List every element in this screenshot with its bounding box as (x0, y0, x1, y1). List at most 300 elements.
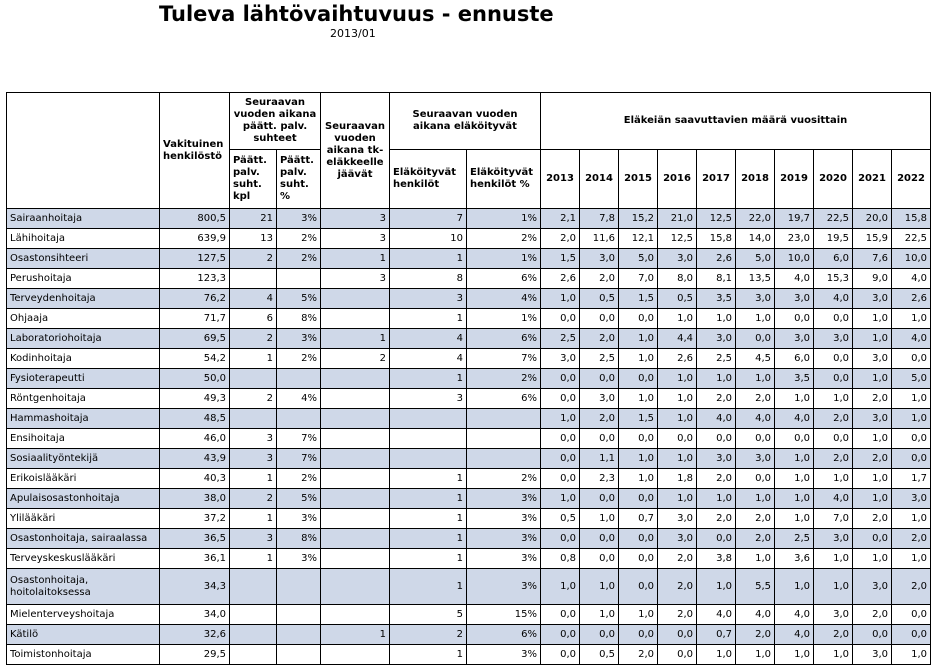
row-year-cell: 0,7 (619, 509, 658, 529)
row-year-cell: 19,7 (775, 209, 814, 229)
row-year-cell: 3,0 (697, 329, 736, 349)
row-year-cell: 2,0 (814, 449, 853, 469)
row-year-cell: 3,0 (580, 249, 619, 269)
row-year-cell: 3,0 (658, 529, 697, 549)
row-occupation-cell: Ensihoitaja (7, 429, 160, 449)
table-row (7, 605, 931, 625)
row-year-cell: 14,0 (736, 229, 775, 249)
row-year-cell: 20,0 (853, 209, 892, 229)
row-retire-pct-cell: 3% (467, 549, 541, 569)
row-year-cell: 3,0 (814, 329, 853, 349)
row-retire-pct-cell: 6% (467, 389, 541, 409)
row-retire-count-cell (390, 409, 467, 429)
table-body (7, 209, 931, 665)
row-retire-pct-cell: 6% (467, 269, 541, 289)
row-year-cell: 1,0 (658, 489, 697, 509)
row-occupation-cell: Laboratoriohoitaja (7, 329, 160, 349)
row-year-cell: 4,0 (736, 605, 775, 625)
table-row (7, 369, 931, 389)
row-year-cell: 5,0 (892, 369, 931, 389)
row-year-cell: 4,0 (697, 409, 736, 429)
row-year-cell: 22,0 (736, 209, 775, 229)
row-staff-cell: 34,0 (160, 605, 230, 625)
row-year-cell: 3,0 (736, 449, 775, 469)
row-year-cell: 1,5 (619, 409, 658, 429)
row-year-cell: 0,8 (541, 549, 580, 569)
header-year: 2013 (541, 150, 580, 209)
row-year-cell: 3,6 (775, 549, 814, 569)
row-year-cell: 1,0 (541, 569, 580, 605)
row-year-cell: 0,0 (619, 309, 658, 329)
header-year: 2022 (892, 150, 931, 209)
row-ended-count-cell: 4 (230, 289, 277, 309)
row-year-cell: 1,0 (775, 645, 814, 665)
row-staff-cell: 48,5 (160, 409, 230, 429)
row-year-cell: 12,5 (658, 229, 697, 249)
row-year-cell: 1,0 (658, 369, 697, 389)
row-occupation-cell: Terveydenhoitaja (7, 289, 160, 309)
row-occupation-cell: Apulaisosastonhoitaja (7, 489, 160, 509)
row-year-cell: 15,2 (619, 209, 658, 229)
row-retire-count-cell: 1 (390, 645, 467, 665)
row-year-cell: 0,5 (541, 509, 580, 529)
row-retire-pct-cell: 3% (467, 489, 541, 509)
row-retire-pct-cell: 3% (467, 645, 541, 665)
row-occupation-cell: Perushoitaja (7, 269, 160, 289)
row-occupation-cell: Toimistonhoitaja (7, 645, 160, 665)
row-year-cell: 1,0 (814, 569, 853, 605)
row-year-cell: 2,6 (892, 289, 931, 309)
row-ended-pct-cell: 3% (277, 509, 321, 529)
row-disability-cell: 1 (321, 249, 390, 269)
row-occupation-cell: Kätilö (7, 625, 160, 645)
row-year-cell: 5,0 (619, 249, 658, 269)
row-year-cell: 2,0 (892, 569, 931, 605)
row-ended-pct-cell: 7% (277, 429, 321, 449)
row-retire-count-cell: 4 (390, 349, 467, 369)
row-year-cell: 1,0 (775, 469, 814, 489)
row-year-cell: 0,0 (658, 429, 697, 449)
row-year-cell: 2,6 (541, 269, 580, 289)
row-year-cell: 22,5 (814, 209, 853, 229)
row-staff-cell: 76,2 (160, 289, 230, 309)
row-occupation-cell: Sosiaalityöntekijä (7, 449, 160, 469)
row-year-cell: 5,5 (736, 569, 775, 605)
row-year-cell: 6,0 (814, 249, 853, 269)
row-ended-pct-cell (277, 605, 321, 625)
row-disability-cell (321, 489, 390, 509)
row-year-cell: 2,0 (658, 569, 697, 605)
row-year-cell: 1,0 (814, 549, 853, 569)
row-year-cell: 1,0 (658, 309, 697, 329)
row-ended-count-cell (230, 569, 277, 605)
table-row (7, 625, 931, 645)
row-retire-pct-cell: 3% (467, 509, 541, 529)
row-ended-count-cell (230, 625, 277, 645)
row-year-cell: 1,0 (580, 569, 619, 605)
row-ended-count-cell: 1 (230, 509, 277, 529)
row-occupation-cell: Kodinhoitaja (7, 349, 160, 369)
row-year-cell: 0,5 (580, 645, 619, 665)
header-year: 2020 (814, 150, 853, 209)
row-ended-count-cell: 3 (230, 449, 277, 469)
row-year-cell: 1,0 (853, 329, 892, 349)
report-period: 2013/01 (330, 27, 376, 40)
row-year-cell: 1,0 (853, 369, 892, 389)
header-pension-group: Eläkeiän saavuttavien määrä vuosittain (541, 93, 931, 150)
row-ended-count-cell: 2 (230, 389, 277, 409)
header-year: 2019 (775, 150, 814, 209)
row-year-cell: 1,0 (814, 645, 853, 665)
row-year-cell: 3,0 (775, 329, 814, 349)
row-ended-pct-cell: 8% (277, 309, 321, 329)
row-year-cell: 0,0 (580, 489, 619, 509)
row-year-cell: 3,0 (853, 645, 892, 665)
table-row (7, 449, 931, 469)
row-year-cell: 4,0 (775, 625, 814, 645)
row-year-cell: 0,0 (892, 625, 931, 645)
header-year: 2014 (580, 150, 619, 209)
row-year-cell: 2,0 (853, 389, 892, 409)
row-ended-count-cell (230, 605, 277, 625)
row-retire-count-cell: 7 (390, 209, 467, 229)
row-staff-cell: 71,7 (160, 309, 230, 329)
row-retire-pct-cell (467, 449, 541, 469)
row-year-cell: 0,0 (619, 569, 658, 605)
row-retire-count-cell: 1 (390, 529, 467, 549)
row-ended-pct-cell: 8% (277, 529, 321, 549)
row-year-cell: 0,0 (892, 349, 931, 369)
row-year-cell: 3,0 (658, 249, 697, 269)
row-ended-count-cell: 2 (230, 489, 277, 509)
row-occupation-cell: Osastonhoitaja, hoitolaitoksessa (7, 569, 160, 605)
row-year-cell: 3,0 (814, 529, 853, 549)
row-year-cell: 3,0 (541, 349, 580, 369)
row-disability-cell (321, 409, 390, 429)
row-disability-cell: 3 (321, 229, 390, 249)
row-year-cell: 4,0 (775, 605, 814, 625)
table-row (7, 209, 931, 229)
row-year-cell: 2,0 (853, 605, 892, 625)
row-ended-count-cell: 3 (230, 429, 277, 449)
row-year-cell: 0,0 (697, 429, 736, 449)
header-year: 2015 (619, 150, 658, 209)
row-year-cell: 2,0 (814, 625, 853, 645)
row-year-cell: 0,0 (541, 605, 580, 625)
row-year-cell: 1,5 (619, 289, 658, 309)
table-row (7, 329, 931, 349)
row-retire-count-cell: 10 (390, 229, 467, 249)
row-staff-cell: 127,5 (160, 249, 230, 269)
row-year-cell: 0,0 (619, 429, 658, 449)
row-year-cell: 7,8 (580, 209, 619, 229)
row-retire-pct-cell: 4% (467, 289, 541, 309)
row-year-cell: 0,0 (892, 449, 931, 469)
row-year-cell: 2,0 (814, 409, 853, 429)
row-year-cell: 22,5 (892, 229, 931, 249)
row-year-cell: 10,0 (892, 249, 931, 269)
row-year-cell: 7,0 (814, 509, 853, 529)
row-retire-count-cell (390, 449, 467, 469)
row-year-cell: 2,0 (736, 509, 775, 529)
row-year-cell: 9,0 (853, 269, 892, 289)
table-row (7, 509, 931, 529)
row-ended-pct-cell: 3% (277, 329, 321, 349)
header-staff: Vakituinen henkilöstö (160, 93, 230, 209)
row-year-cell: 3,8 (697, 549, 736, 569)
row-retire-count-cell: 1 (390, 469, 467, 489)
row-year-cell: 1,0 (697, 569, 736, 605)
table-row (7, 229, 931, 249)
row-year-cell: 0,0 (541, 369, 580, 389)
row-occupation-cell: Osastonsihteeri (7, 249, 160, 269)
row-year-cell: 1,0 (892, 389, 931, 409)
header-retire-group: Seuraavan vuoden aikana eläköityvät (390, 93, 541, 150)
table-row (7, 289, 931, 309)
row-year-cell: 0,0 (814, 349, 853, 369)
row-year-cell: 3,0 (853, 349, 892, 369)
row-year-cell: 2,0 (580, 329, 619, 349)
row-year-cell: 2,5 (580, 349, 619, 369)
row-ended-pct-cell: 2% (277, 469, 321, 489)
row-year-cell: 0,0 (619, 489, 658, 509)
row-ended-pct-cell: 2% (277, 249, 321, 269)
header-year: 2016 (658, 150, 697, 209)
row-year-cell: 8,1 (697, 269, 736, 289)
row-year-cell: 2,0 (853, 449, 892, 469)
row-year-cell: 0,0 (892, 605, 931, 625)
row-year-cell: 1,0 (736, 549, 775, 569)
row-year-cell: 0,0 (541, 429, 580, 449)
row-disability-cell (321, 389, 390, 409)
row-staff-cell: 36,1 (160, 549, 230, 569)
row-retire-pct-cell: 6% (467, 625, 541, 645)
row-occupation-cell: Ylilääkäri (7, 509, 160, 529)
row-staff-cell: 639,9 (160, 229, 230, 249)
row-year-cell: 3,5 (697, 289, 736, 309)
row-retire-count-cell: 2 (390, 625, 467, 645)
row-ended-pct-cell: 5% (277, 289, 321, 309)
row-ended-pct-cell: 4% (277, 389, 321, 409)
row-year-cell: 1,0 (814, 469, 853, 489)
row-staff-cell: 69,5 (160, 329, 230, 349)
row-disability-cell (321, 369, 390, 389)
row-year-cell: 4,0 (892, 269, 931, 289)
row-retire-count-cell: 1 (390, 569, 467, 605)
turnover-forecast-table (6, 92, 931, 665)
row-ended-count-cell: 3 (230, 529, 277, 549)
row-staff-cell: 50,0 (160, 369, 230, 389)
table-row (7, 349, 931, 369)
row-year-cell: 2,0 (853, 509, 892, 529)
row-year-cell: 0,0 (697, 529, 736, 549)
row-year-cell: 0,0 (580, 549, 619, 569)
header-year: 2018 (736, 150, 775, 209)
row-year-cell: 3,0 (697, 449, 736, 469)
row-occupation-cell: Sairaanhoitaja (7, 209, 160, 229)
row-ended-count-cell: 13 (230, 229, 277, 249)
row-year-cell: 1,0 (541, 489, 580, 509)
row-retire-pct-cell: 7% (467, 349, 541, 369)
row-retire-count-cell: 3 (390, 389, 467, 409)
row-occupation-cell: Terveyskeskuslääkäri (7, 549, 160, 569)
row-year-cell: 2,0 (658, 549, 697, 569)
row-disability-cell (321, 429, 390, 449)
row-year-cell: 0,0 (853, 529, 892, 549)
row-retire-count-cell: 1 (390, 369, 467, 389)
table-row (7, 389, 931, 409)
row-ended-pct-cell: 2% (277, 349, 321, 369)
row-year-cell: 0,0 (619, 369, 658, 389)
row-year-cell: 15,8 (697, 229, 736, 249)
row-year-cell: 2,6 (697, 249, 736, 269)
row-occupation-cell: Erikoislääkäri (7, 469, 160, 489)
table-row (7, 429, 931, 449)
row-disability-cell (321, 605, 390, 625)
row-staff-cell: 40,3 (160, 469, 230, 489)
row-year-cell: 1,0 (853, 489, 892, 509)
row-year-cell: 2,0 (580, 409, 619, 429)
row-year-cell: 2,0 (736, 625, 775, 645)
row-retire-count-cell: 4 (390, 329, 467, 349)
row-staff-cell: 36,5 (160, 529, 230, 549)
row-ended-count-cell (230, 369, 277, 389)
header-year: 2021 (853, 150, 892, 209)
row-year-cell: 1,0 (892, 409, 931, 429)
row-year-cell: 1,1 (580, 449, 619, 469)
row-retire-count-cell: 1 (390, 509, 467, 529)
row-year-cell: 1,0 (619, 605, 658, 625)
row-year-cell: 1,0 (736, 489, 775, 509)
row-year-cell: 0,0 (580, 369, 619, 389)
row-retire-count-cell (390, 429, 467, 449)
row-retire-pct-cell: 1% (467, 309, 541, 329)
row-occupation-cell: Lähihoitaja (7, 229, 160, 249)
row-year-cell: 0,0 (541, 389, 580, 409)
row-disability-cell (321, 509, 390, 529)
row-year-cell: 0,0 (775, 429, 814, 449)
row-year-cell: 13,5 (736, 269, 775, 289)
row-year-cell: 1,0 (775, 489, 814, 509)
row-year-cell: 0,0 (619, 625, 658, 645)
row-year-cell: 1,0 (892, 645, 931, 665)
row-year-cell: 1,0 (853, 549, 892, 569)
row-year-cell: 1,0 (541, 289, 580, 309)
row-ended-count-cell (230, 409, 277, 429)
row-disability-cell (321, 549, 390, 569)
row-year-cell: 1,0 (619, 329, 658, 349)
table-row (7, 469, 931, 489)
row-retire-pct-cell (467, 409, 541, 429)
row-disability-cell (321, 309, 390, 329)
row-staff-cell: 29,5 (160, 645, 230, 665)
row-year-cell: 2,0 (697, 469, 736, 489)
row-staff-cell: 54,2 (160, 349, 230, 369)
row-year-cell: 3,0 (658, 509, 697, 529)
row-year-cell: 12,5 (697, 209, 736, 229)
row-year-cell: 19,5 (814, 229, 853, 249)
header-retire-count: Eläköityvät henkilöt (390, 150, 467, 209)
row-ended-count-cell: 1 (230, 349, 277, 369)
row-year-cell: 1,0 (736, 369, 775, 389)
row-year-cell: 0,0 (619, 529, 658, 549)
row-year-cell: 2,0 (697, 389, 736, 409)
row-staff-cell: 38,0 (160, 489, 230, 509)
row-ended-pct-cell: 3% (277, 209, 321, 229)
row-year-cell: 1,0 (892, 509, 931, 529)
table-row (7, 249, 931, 269)
row-ended-pct-cell: 2% (277, 229, 321, 249)
row-year-cell: 0,0 (541, 309, 580, 329)
row-ended-pct-cell (277, 269, 321, 289)
row-year-cell: 10,0 (775, 249, 814, 269)
row-year-cell: 1,0 (697, 309, 736, 329)
row-retire-pct-cell: 3% (467, 529, 541, 549)
header-disability: Seuraavan vuoden aikana tk-eläkkeelle jäävät (321, 93, 390, 209)
row-disability-cell (321, 529, 390, 549)
row-retire-pct-cell: 2% (467, 229, 541, 249)
row-retire-pct-cell: 1% (467, 209, 541, 229)
row-year-cell: 15,9 (853, 229, 892, 249)
row-retire-count-cell: 5 (390, 605, 467, 625)
row-year-cell: 12,1 (619, 229, 658, 249)
row-year-cell: 2,0 (580, 269, 619, 289)
row-year-cell: 1,0 (775, 389, 814, 409)
row-ended-count-cell (230, 269, 277, 289)
row-year-cell: 0,0 (736, 469, 775, 489)
row-year-cell: 1,0 (775, 509, 814, 529)
row-year-cell: 0,0 (580, 529, 619, 549)
row-year-cell: 1,0 (619, 389, 658, 409)
row-year-cell: 0,0 (619, 549, 658, 569)
row-ended-count-cell: 2 (230, 249, 277, 269)
row-ended-pct-cell: 3% (277, 549, 321, 569)
row-year-cell: 3,5 (775, 369, 814, 389)
row-year-cell: 1,0 (580, 605, 619, 625)
row-year-cell: 1,7 (892, 469, 931, 489)
row-disability-cell: 3 (321, 209, 390, 229)
row-occupation-cell: Röntgenhoitaja (7, 389, 160, 409)
row-year-cell: 1,0 (736, 309, 775, 329)
row-disability-cell: 2 (321, 349, 390, 369)
row-year-cell: 2,0 (892, 529, 931, 549)
row-year-cell: 1,0 (853, 309, 892, 329)
row-occupation-cell: Osastonhoitaja, sairaalassa (7, 529, 160, 549)
row-disability-cell (321, 469, 390, 489)
table-row (7, 409, 931, 429)
row-year-cell: 3,0 (775, 289, 814, 309)
row-staff-cell: 34,3 (160, 569, 230, 605)
row-disability-cell (321, 449, 390, 469)
row-occupation-cell: Fysioterapeutti (7, 369, 160, 389)
row-year-cell: 2,5 (775, 529, 814, 549)
table-row (7, 269, 931, 289)
row-year-cell: 4,4 (658, 329, 697, 349)
header-year: 2017 (697, 150, 736, 209)
row-retire-count-cell: 1 (390, 249, 467, 269)
row-staff-cell: 43,9 (160, 449, 230, 469)
row-disability-cell: 1 (321, 625, 390, 645)
row-year-cell: 0,0 (580, 429, 619, 449)
row-year-cell: 0,0 (541, 625, 580, 645)
row-year-cell: 2,0 (736, 529, 775, 549)
row-year-cell: 0,0 (892, 429, 931, 449)
row-occupation-cell: Hammashoitaja (7, 409, 160, 429)
row-year-cell: 2,5 (697, 349, 736, 369)
table-row (7, 489, 931, 509)
row-year-cell: 2,0 (619, 645, 658, 665)
row-retire-pct-cell: 2% (467, 469, 541, 489)
